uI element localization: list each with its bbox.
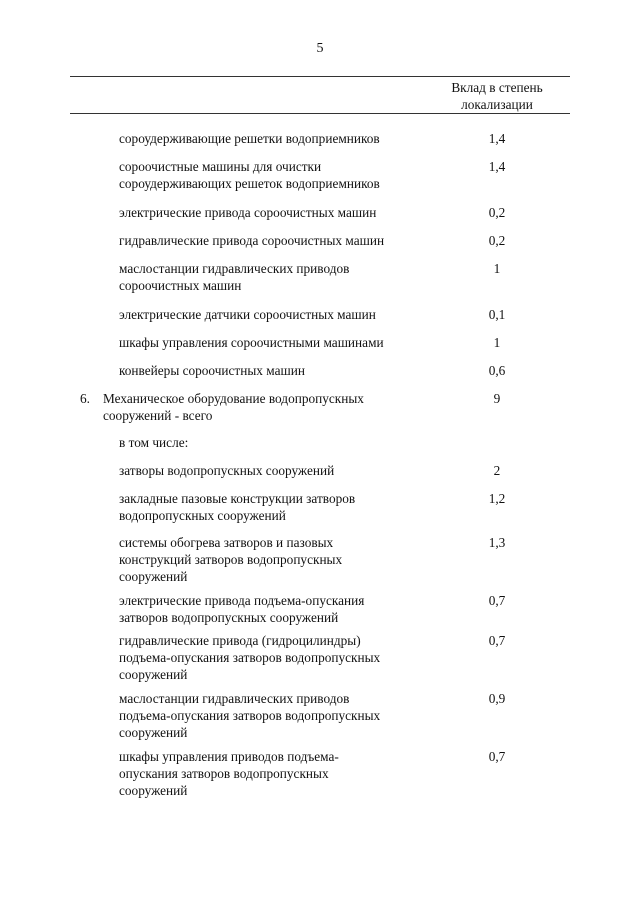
row-label-line: затворов водопропускных сооружений xyxy=(119,610,339,625)
row-label-line: шкафы управления приводов подъема- xyxy=(119,749,339,764)
row-label-line: Механическое оборудование водопропускных xyxy=(103,391,364,406)
row-label-line: сороудерживающие решетки водоприемников xyxy=(119,131,380,146)
row-value: 0,7 xyxy=(488,593,506,608)
row-label-line: подъема-опускания затворов водопропускных xyxy=(119,650,381,665)
row-label xyxy=(119,534,419,585)
column-header-line: Вклад в степень xyxy=(451,80,543,95)
table-header-rule xyxy=(70,113,570,114)
row-value: 1 xyxy=(493,261,501,276)
row-label-line: гидравлические привода (гидроцилиндры) xyxy=(119,633,361,648)
row-label xyxy=(119,334,419,351)
row-label xyxy=(119,204,419,221)
row-value: 1,4 xyxy=(488,131,506,146)
row-label xyxy=(119,260,419,294)
row-label-line: закладные пазовые конструкции затворов xyxy=(119,491,356,506)
page-number: 5 xyxy=(316,41,324,56)
row-label-line: сороочистных машин xyxy=(119,278,242,293)
row-label-line: сооружений - всего xyxy=(103,408,213,423)
row-label-line: маслостанции гидравлических приводов xyxy=(119,691,350,706)
row-label xyxy=(119,434,419,451)
row-value: 0,2 xyxy=(488,205,506,220)
row-label-line: шкафы управления сороочистными машинами xyxy=(119,335,384,350)
row-value: 1,3 xyxy=(488,535,506,550)
row-value: 0,7 xyxy=(488,633,506,648)
row-label-line: затворы водопропускных сооружений xyxy=(119,463,335,478)
row-label-line: в том числе: xyxy=(119,435,189,450)
row-label-line: конвейеры сороочистных машин xyxy=(119,363,305,378)
row-label-line: электрические датчики сороочистных машин xyxy=(119,307,376,322)
row-value: 1,4 xyxy=(488,159,506,174)
row-label xyxy=(103,390,403,424)
row-label-line: сооружений xyxy=(119,725,188,740)
row-label xyxy=(119,690,419,741)
row-label-line: конструкций затворов водопропускных xyxy=(119,552,343,567)
row-label xyxy=(119,632,419,683)
row-value: 0,6 xyxy=(488,363,506,378)
row-label-line: сооружений xyxy=(119,667,188,682)
column-header-contribution xyxy=(432,79,562,113)
row-label-line: сороудерживающих решеток водоприемников xyxy=(119,176,380,191)
row-label-line: электрические привода подъема-опускания xyxy=(119,593,365,608)
row-label-line: электрические привода сороочистных машин xyxy=(119,205,377,220)
row-label xyxy=(119,462,419,479)
row-label-line: маслостанции гидравлических приводов xyxy=(119,261,350,276)
row-label xyxy=(119,748,419,799)
row-label xyxy=(119,130,419,147)
row-label-line: сооружений xyxy=(119,569,188,584)
row-label-line: водопропускных сооружений xyxy=(119,508,286,523)
row-label xyxy=(119,362,419,379)
row-number: 6. xyxy=(80,391,90,406)
row-label xyxy=(119,592,419,626)
row-label-line: гидравлические привода сороочистных машин xyxy=(119,233,385,248)
row-label-line: системы обогрева затворов и пазовых xyxy=(119,535,334,550)
table-top-rule xyxy=(70,76,570,77)
row-label-line: сооружений xyxy=(119,783,188,798)
row-value: 1,2 xyxy=(488,491,506,506)
row-value: 0,1 xyxy=(488,307,506,322)
row-label-line: опускания затворов водопропускных xyxy=(119,766,329,781)
row-label xyxy=(119,158,419,192)
row-value: 0,7 xyxy=(488,749,506,764)
row-value: 2 xyxy=(493,463,501,478)
row-label xyxy=(119,490,419,524)
row-value: 0,9 xyxy=(488,691,506,706)
row-label-line: подъема-опускания затворов водопропускных xyxy=(119,708,381,723)
row-label xyxy=(119,232,419,249)
row-label-line: сороочистные машины для очистки xyxy=(119,159,322,174)
row-value: 1 xyxy=(493,335,501,350)
column-header-line: локализации xyxy=(461,97,533,112)
row-value: 0,2 xyxy=(488,233,506,248)
row-label xyxy=(119,306,419,323)
row-value: 9 xyxy=(493,391,501,406)
